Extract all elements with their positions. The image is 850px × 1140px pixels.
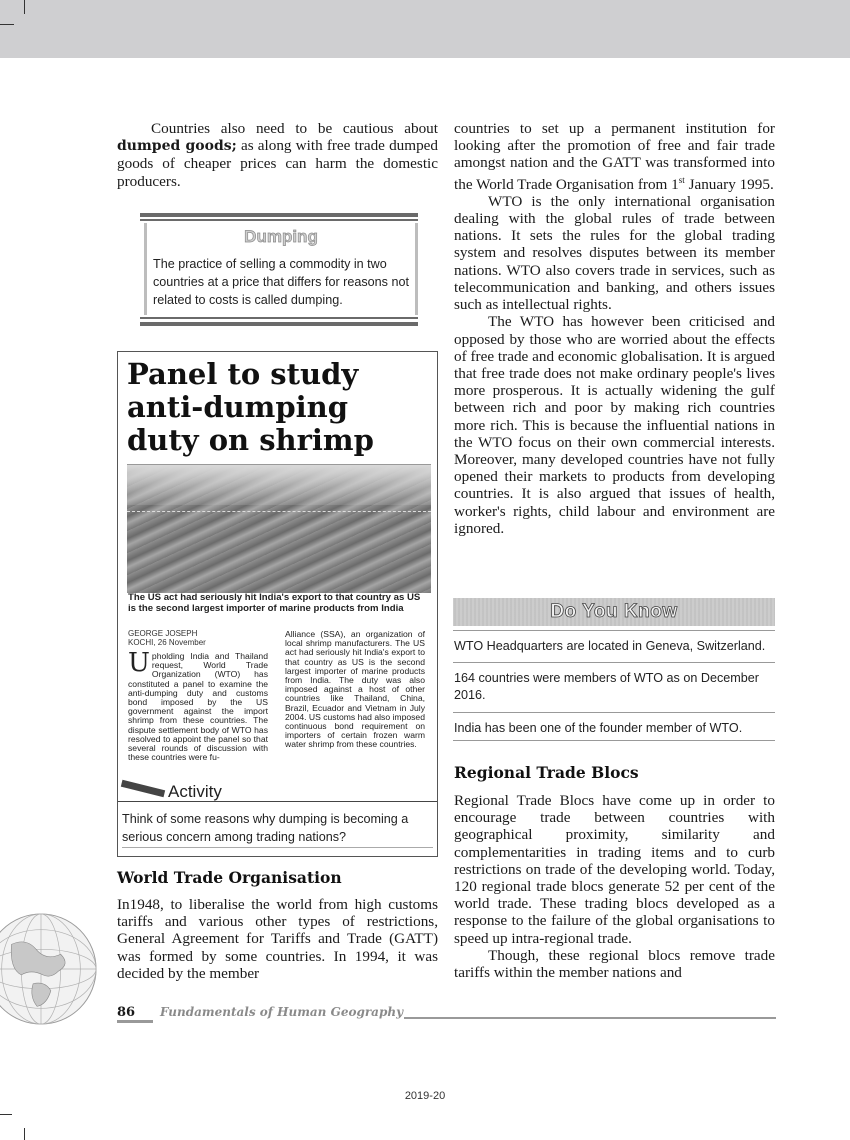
clipping-caption: The US act had seriously hit India's export to that country as US is the second largest importer of marine products from India (128, 592, 421, 614)
crop-mark (0, 1114, 12, 1115)
fact-item: WTO Headquarters are located in Geneva, Switzerland. (454, 639, 766, 653)
book-title: Fundamentals of Human Geography (160, 1005, 404, 1019)
clipping-column-2 (285, 630, 425, 750)
gatt-text: countries to set up a permanent institution for looking after the promotion of free and fair trade amongst nation and the GATT was transformed into the World Trade Organisation from 1 (454, 120, 775, 193)
page-number: 86 (117, 1005, 136, 1020)
wto-paragraph (117, 896, 438, 982)
dumping-title: Dumping (244, 227, 318, 246)
globe-icon (0, 910, 100, 1028)
do-you-know-banner (453, 598, 775, 626)
fact-rule (453, 712, 775, 713)
box-inner (144, 223, 418, 315)
photo-highlight (127, 465, 431, 505)
box-top-rule (140, 219, 418, 221)
regional-text (454, 792, 775, 981)
clipping-headline: Panel to study anti-dumping duty on shrimp (127, 357, 374, 457)
fact-rule (453, 740, 775, 741)
news-clipping (117, 351, 438, 857)
wto-heading: World Trade Organisation (117, 868, 342, 887)
footer-rule (404, 1017, 776, 1019)
fact-rule (453, 662, 775, 663)
edition-year: 2019-20 (404, 1090, 446, 1102)
clipping-column-1 (128, 648, 268, 763)
activity-question: Think of some reasons why dumping is becoming a serious concern among trading nations? (122, 812, 409, 844)
clipping-byline (128, 629, 206, 647)
do-you-know-title: Do You Know (550, 601, 678, 622)
gatt-date: January 1995. (684, 175, 774, 193)
right-column-text (454, 120, 775, 537)
byline-name: GEORGE JOSEPH (128, 629, 198, 638)
wto-role-paragraph: WTO is the only international organisation dealing with the global rules of trade between nations. It sets the rules for the global trading system and resolves disputes between its member nations. WTO also covers trade in services, such as telecommunication and banking, and others issues such as intellectual rights. (454, 192, 775, 314)
box-top-rule (140, 213, 418, 217)
activity-label: Activity (168, 782, 222, 801)
shrimp-photo (127, 464, 431, 593)
drop-cap: U (128, 648, 150, 678)
crop-mark (24, 1128, 25, 1140)
box-bottom-rule (140, 317, 418, 319)
wto-criticism-paragraph: The WTO has however been criticised and opposed by those who are worried about the effects of free trade and economic globalisation. It is argued that free trade does not make ordinary people's lives more prosperous. It is actually widening the gulf between rich and poor by making rich countries more rich. This is because the influential nations in the WTO focus on their own commercial interests. Moreover, many developed countries have not fully opened their markets to products from developing countries. It is also argued that issues of health, worker's rights, child labour and environment are ignored. (454, 313, 775, 537)
regional-paragraph-2: Though, these regional blocs remove trade tariffs within the member nations and (454, 946, 775, 982)
crop-mark (24, 0, 25, 14)
clipping-column-2-text: Alliance (SSA), an organization of local shrimp manufacturers. The US act had seriously hit India's export to that country as US is the second largest importer of marine products from India. The duty was also imposed against a host of other countries like Thailand, China, Brazil, Ecuador and Vietnam in July 2004. US customs had also imposed continuous bond requirement on importers of certain frozen warm water shrimp from these countries. (285, 629, 425, 750)
activity-header (118, 780, 437, 802)
intro-text: Countries also need to be cautious about (151, 120, 438, 137)
gatt-sup: st (678, 174, 685, 185)
fact-item: India has been one of the founder member of WTO. (454, 721, 743, 735)
dumping-definition: The practice of selling a commodity in two countries at a price that differs for reasons not related to costs is called dumping. (153, 257, 409, 307)
fact-rule (453, 630, 775, 631)
footer-rule-left (117, 1020, 153, 1023)
crop-mark (0, 24, 14, 25)
clipping-column-1-text: pholding India and Thailand request, World Trade Organization (WTO) has constituted a panel to examine the anti-dumping duty and customs bond imposed by the US government against the import shrimp from these countries. The dispute settlement body of WTO has resolved to appoint the panel so that several rounds of discussion with these countries were fu- (128, 651, 268, 763)
intro-rest: as along with free trade dumped goods of cheaper prices can harm the domestic producers. (117, 137, 438, 190)
fact-item: 164 countries were members of WTO as on December 2016. (454, 671, 759, 702)
regional-heading: Regional Trade Blocs (454, 763, 639, 782)
activity-bottom-rule (122, 847, 433, 848)
regional-paragraph-1: Regional Trade Blocs have come up in order to encourage trade between countries with geographical proximity, similarity and complementarities in trading items and to curb restrictions on trade of the developing world. Today, 120 regional trade blocs generate 52 per cent of the world trade. These trading blocs developed as a response to the failure of the global organisations to speed up intra-regional trade. (454, 792, 775, 947)
intro-bold-term: dumped goods; (117, 138, 237, 155)
box-bottom-rule (140, 322, 418, 326)
photo-band (127, 511, 431, 514)
byline-place: KOCHI, 26 November (128, 638, 206, 647)
intro-paragraph (117, 120, 438, 190)
top-margin-band (0, 0, 850, 58)
wto-paragraph-text: In1948, to liberalise the world from high customs tariffs and various other types of restrictions, General Agreement for Tariffs and Trade (GATT) was formed by some countries. In 1994, it was decided by the member (117, 896, 438, 982)
pencil-icon (121, 780, 165, 797)
activity-rule (118, 801, 437, 802)
dumping-definition-box (140, 213, 418, 327)
